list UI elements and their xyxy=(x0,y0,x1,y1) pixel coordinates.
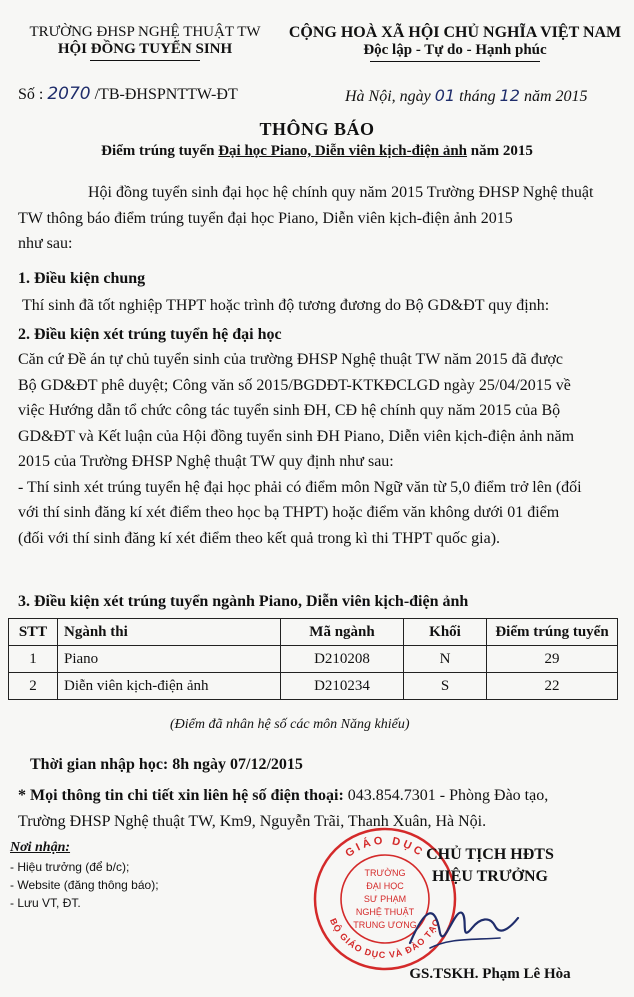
intro-paragraph xyxy=(18,180,618,257)
section2-line: 2015 của Trường ĐHSP Nghệ thuật TW quy định như sau: xyxy=(18,453,394,470)
document-title: THÔNG BÁO xyxy=(259,119,375,139)
section2-line: GD&ĐT và Kết luận của Hội đồng tuyển sinh ĐH Piano, Diễn viên kịch-điện ảnh năm xyxy=(18,427,575,445)
document-number xyxy=(18,84,238,104)
doc-number-prefix: Số : xyxy=(18,86,44,103)
contact-address: Trường ĐHSP Nghệ thuật TW, Km9, Nguyễn Trãi, Thanh Xuân, Hà Nội. xyxy=(18,812,487,830)
signature-title xyxy=(380,844,600,888)
intro-line: như sau: xyxy=(18,235,73,252)
document-subtitle xyxy=(0,143,634,160)
stamp-inner-line: ĐẠI HỌC xyxy=(366,881,404,891)
section1-heading: 1. Điều kiện chung xyxy=(18,270,146,287)
admission-scores-table xyxy=(8,618,618,700)
stamp-inner-line: NGHỆ THUẬT xyxy=(355,907,415,917)
stamp-outer-bottom: BỘ GIÁO DỤC VÀ ĐÀO TẠO xyxy=(327,916,443,961)
signature-title-line2: HIỆU TRƯỞNG xyxy=(431,868,548,885)
issue-date xyxy=(345,86,588,106)
school-header xyxy=(10,24,280,61)
signature-title-line1: CHỦ TỊCH HĐTS xyxy=(426,846,554,863)
subtitle-before: Điểm trúng tuyển xyxy=(101,143,219,159)
date-month-label: tháng xyxy=(459,88,496,105)
section2-heading: 2. Điều kiện xét trúng tuyển hệ đại học xyxy=(18,326,282,343)
section3-heading: 3. Điều kiện xét trúng tuyển ngành Piano, Diễn viên kịch-điện ảnh xyxy=(18,593,469,610)
cell-stt: 1 xyxy=(9,646,58,673)
cell-major: Piano xyxy=(58,646,281,673)
stamp-inner-line: SƯ PHẠM xyxy=(363,894,407,904)
cell-code: D210208 xyxy=(281,646,404,673)
section2-line: việc Hướng dẫn tổ chức công tác tuyển sinh ĐH, CĐ hệ chính quy năm 2015 của Bộ xyxy=(18,402,561,419)
section2-line: - Thí sinh xét trúng tuyển hệ đại học phải có điểm môn Ngữ văn từ 5,0 điểm trở lên (đối xyxy=(18,478,582,496)
table-header-row xyxy=(9,619,618,646)
stamp-inner-line: TRUNG ƯƠNG xyxy=(353,920,417,930)
signer-name: GS.TSKH. Phạm Lê Hòa xyxy=(409,966,571,982)
col-score: Điểm trúng tuyển xyxy=(487,619,618,646)
section2-body xyxy=(18,347,618,551)
cell-major: Diễn viên kịch-điện ảnh xyxy=(58,673,281,700)
col-major: Ngành thi xyxy=(58,619,281,646)
intro-line: Hội đồng tuyển sinh đại học hệ chính quy năm 2015 Trường ĐHSP Nghệ thuật xyxy=(88,184,594,201)
motto-divider xyxy=(370,61,540,62)
section2-line: (đối với thí sinh đăng kí xét điểm theo kết quả trong kì thi THPT quốc gia). xyxy=(18,529,501,547)
national-header xyxy=(280,24,630,62)
stamp-outer-top: GIÁO DỤC xyxy=(343,834,427,860)
nation-name: CỘNG HOÀ XÃ HỘI CHỦ NGHĨA VIỆT NAM xyxy=(288,24,622,41)
recipient-item: - Lưu VT, ĐT. xyxy=(10,896,81,910)
subtitle-after: năm 2015 xyxy=(467,143,533,159)
subtitle-underlined: Đại học Piano, Diễn viên kịch-điện ảnh xyxy=(218,143,468,159)
table-note: (Điểm đã nhân hệ số các môn Năng khiếu) xyxy=(170,717,410,732)
contact-label: * Mọi thông tin chi tiết xin liên hệ số điện thoại: xyxy=(18,787,344,804)
section2-line: Bộ GD&ĐT phê duyệt; Công văn số 2015/BGDĐT-KTKĐCLGD ngày 25/04/2015 về xyxy=(18,376,571,394)
cell-score: 29 xyxy=(487,646,618,673)
council-name: HỘI ĐỒNG TUYỂN SINH xyxy=(57,41,233,57)
date-prefix: Hà Nội, ngày xyxy=(345,88,431,105)
recipient-item: - Website (đăng thông báo); xyxy=(10,878,159,892)
recipients-title: Nơi nhận: xyxy=(10,840,71,855)
col-stt: STT xyxy=(9,619,58,646)
section1-text: Thí sinh đã tốt nghiệp THPT hoặc trình độ tương đương do Bộ GD&ĐT quy định: xyxy=(22,297,550,314)
section2-line: với thí sinh đăng kí xét điểm theo học bạ THPT) hoặc điểm văn không dưới 01 điểm xyxy=(18,504,560,521)
cell-code: D210234 xyxy=(281,673,404,700)
cell-score: 22 xyxy=(487,673,618,700)
table-row xyxy=(9,646,618,673)
cell-stt: 2 xyxy=(9,673,58,700)
stamp-inner-line: TRƯỜNG xyxy=(364,868,406,878)
handwritten-signature xyxy=(400,888,530,958)
table-row xyxy=(9,673,618,700)
recipient-item: - Hiệu trưởng (để b/c); xyxy=(10,860,130,874)
cell-block: N xyxy=(404,646,487,673)
doc-number-suffix: /TB-ĐHSPNTTW-ĐT xyxy=(94,86,238,103)
nation-motto: Độc lập - Tự do - Hạnh phúc xyxy=(363,42,547,58)
header-divider xyxy=(90,60,200,61)
enrollment-time: Thời gian nhập học: 8h ngày 07/12/2015 xyxy=(30,756,303,773)
doc-number-handwritten: 2070 xyxy=(47,84,91,104)
col-code: Mã ngành xyxy=(281,619,404,646)
date-month: 12 xyxy=(499,86,520,105)
intro-line: TW thông báo điểm trúng tuyển đại học Piano, Diễn viên kịch-điện ảnh 2015 xyxy=(18,209,513,227)
col-block: Khối xyxy=(404,619,487,646)
date-day: 01 xyxy=(434,86,456,105)
section2-line: Căn cứ Đề án tự chủ tuyển sinh của trường ĐHSP Nghệ thuật TW năm 2015 đã được xyxy=(18,351,563,368)
cell-block: S xyxy=(404,673,487,700)
date-year: năm 2015 xyxy=(523,88,588,105)
school-name: TRƯỜNG ĐHSP NGHỆ THUẬT TW xyxy=(29,24,261,40)
contact-phone: 043.854.7301 - Phòng Đào tạo, xyxy=(343,787,549,804)
